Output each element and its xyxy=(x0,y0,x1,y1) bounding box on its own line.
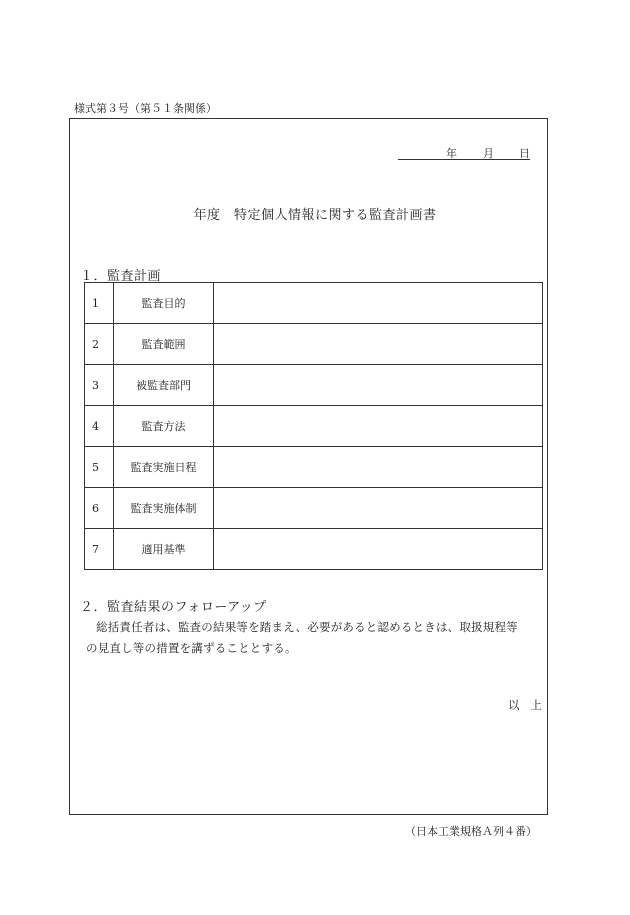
date-year-label: 年 xyxy=(446,147,457,160)
table-row xyxy=(85,283,543,324)
row-number: 6 xyxy=(85,488,114,529)
table-row xyxy=(85,406,543,447)
section2-body xyxy=(84,617,546,659)
row-number: 1 xyxy=(85,283,114,324)
row-number: 5 xyxy=(85,447,114,488)
audit-plan-table xyxy=(84,282,543,570)
row-entry-field[interactable] xyxy=(214,324,543,365)
form-code: 様式第３号（第５１条関係） xyxy=(74,102,217,115)
row-entry-field[interactable] xyxy=(214,406,543,447)
row-number: 7 xyxy=(85,529,114,570)
table-row xyxy=(85,324,543,365)
row-number: 3 xyxy=(85,365,114,406)
end-mark: 以上 xyxy=(508,698,553,712)
date-line xyxy=(398,145,530,160)
row-item-label: 被監査部門 xyxy=(114,365,214,406)
row-number: 2 xyxy=(85,324,114,365)
section1-heading: １．監査計画 xyxy=(80,269,162,284)
date-day-label: 日 xyxy=(519,147,530,160)
paper-size-note: （日本工業規格Ａ列４番） xyxy=(405,825,537,838)
row-entry-field[interactable] xyxy=(214,365,543,406)
row-item-label: 監査実施体制 xyxy=(114,488,214,529)
document-title: 年度 特定個人情報に関する監査計画書 xyxy=(193,208,437,223)
row-number: 4 xyxy=(85,406,114,447)
date-month-label: 月 xyxy=(483,147,494,160)
row-item-label: 監査範囲 xyxy=(114,324,214,365)
row-item-label: 監査実施日程 xyxy=(114,447,214,488)
table-row xyxy=(85,529,543,570)
row-item-label: 監査目的 xyxy=(114,283,214,324)
table-row xyxy=(85,488,543,529)
section2-body-line1: 総括責任者は、監査の結果等を踏まえ、必要があると認めるときは、取扱規程等 xyxy=(96,620,518,634)
table-row xyxy=(85,447,543,488)
row-entry-field[interactable] xyxy=(214,283,543,324)
row-entry-field[interactable] xyxy=(214,529,543,570)
row-item-label: 適用基準 xyxy=(114,529,214,570)
section2-heading: ２．監査結果のフォローアップ xyxy=(80,600,267,615)
row-entry-field[interactable] xyxy=(214,488,543,529)
table-row xyxy=(85,365,543,406)
section2-body-line2: の見直し等の措置を講ずることとする。 xyxy=(86,641,297,655)
row-entry-field[interactable] xyxy=(214,447,543,488)
row-item-label: 監査方法 xyxy=(114,406,214,447)
